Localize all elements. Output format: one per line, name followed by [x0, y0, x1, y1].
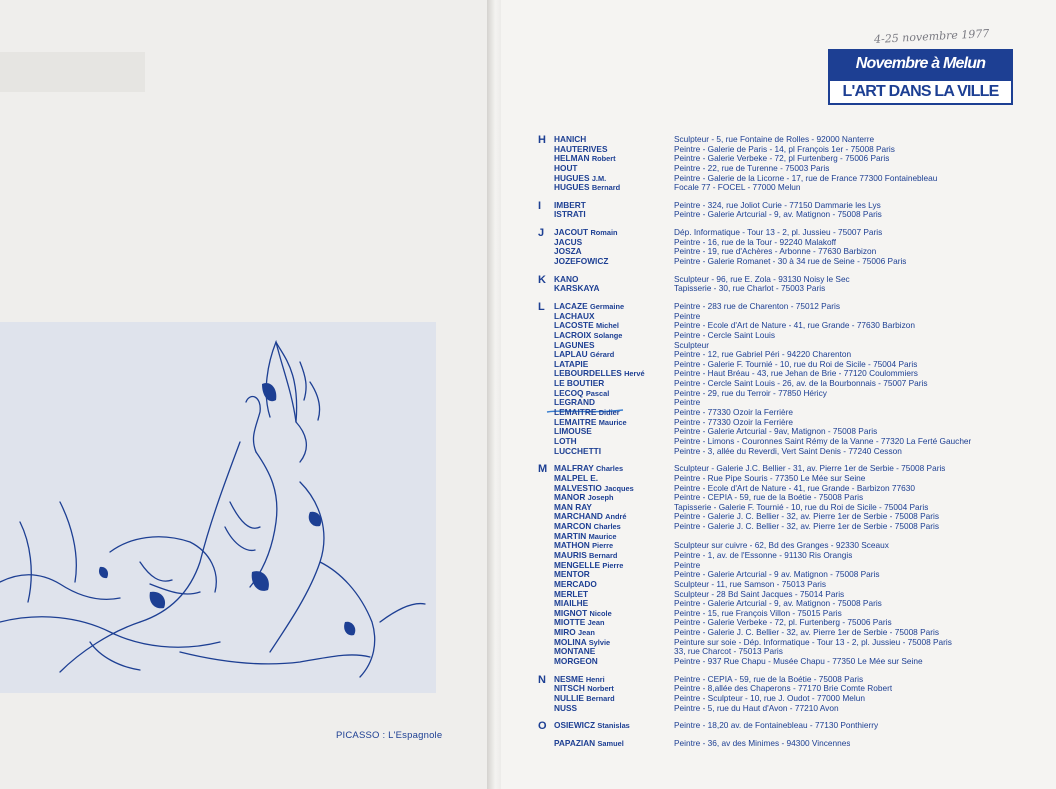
- artist-address: Peintre - Galerie Artcurial - 9av, Matignon - 75008 Paris: [674, 427, 878, 437]
- artist-address: Tapisserie - 30, rue Charlot - 75003 Paris: [674, 284, 826, 294]
- artist-address: Peintre - 19, rue d'Achères - Arbonne - 77630 Barbizon: [674, 247, 877, 257]
- artist-given-name: Maurice: [588, 531, 617, 541]
- artist-entry: [538, 657, 1043, 667]
- artist-entry: [538, 561, 1043, 571]
- directory-section: [538, 302, 1043, 456]
- directory-section: [538, 135, 1043, 193]
- artist-given-name: Hervé: [624, 369, 645, 379]
- artist-given-name: J.M.: [591, 173, 607, 183]
- artist-surname: KARSKAYA: [554, 283, 600, 294]
- artist-name: [538, 447, 674, 457]
- artist-given-name: Jean: [577, 628, 595, 638]
- artist-address: Peintre - 12, rue Gabriel Péri - 94220 Charenton: [674, 350, 852, 360]
- artist-surname: OSIEWICZ: [554, 720, 596, 731]
- artist-entry: [538, 284, 1043, 294]
- logo-line-1: Novembre à Melun: [828, 49, 1013, 79]
- artist-given-name: Solange: [593, 330, 623, 340]
- artist-address: Peintre - Limons - Couronnes Saint Rémy de la Vanne - 77320 La Ferté Gaucher: [674, 436, 972, 446]
- section-letter: N: [538, 673, 546, 686]
- artist-address: Peintre - Rue Pipe Souris - 77350 Le Mée sur Seine: [674, 473, 866, 483]
- artist-given-name: Michel: [595, 321, 619, 331]
- page-fold: [487, 0, 501, 789]
- artist-address: Peintre - Galerie J. C. Bellier - 32, av. Pierre 1er de Serbie - 75008 Paris: [674, 512, 940, 522]
- artist-entry: [538, 437, 1043, 447]
- artist-entry: [538, 464, 1043, 474]
- artist-address: Peintre - CEPIA - 59, rue de la Boétie - 75008 Paris: [674, 493, 864, 503]
- artist-given-name: Bernard: [586, 693, 615, 703]
- artist-address: Sculpteur - Galerie J.C. Bellier - 31, av. Pierre 1er de Serbie - 75008 Paris: [674, 464, 946, 474]
- artist-surname: LACHAUX: [554, 310, 595, 321]
- illustration-caption: PICASSO : L'Espagnole: [336, 730, 443, 741]
- artist-surname: LIMOUSE: [554, 426, 592, 437]
- section-letter: I: [538, 199, 542, 212]
- artist-entry: [538, 174, 1043, 184]
- artist-address: Peintre - 18,20 av. de Fontainebleau - 77130 Ponthierry: [674, 721, 879, 731]
- artist-entry: [538, 379, 1043, 389]
- artist-address: Peintre - 937 Rue Chapu - Musée Chapu - 77350 Le Mée sur Seine: [674, 657, 923, 667]
- artist-given-name: Bernard: [591, 183, 621, 193]
- artist-name: [538, 257, 674, 267]
- artist-address: Sculpteur - 96, rue E. Zola - 93130 Noisy le Sec: [674, 274, 850, 284]
- artist-directory: [538, 135, 1043, 757]
- artist-surname: MALFRAY: [554, 463, 594, 474]
- handwritten-date: 4-25 novembre 1977: [873, 26, 990, 47]
- artist-surname: LAGUNES: [554, 339, 595, 350]
- artist-entry: [538, 484, 1043, 494]
- artist-surname: MENTOR: [554, 569, 590, 580]
- artist-entry: [538, 154, 1043, 164]
- section-letter: O: [538, 720, 547, 733]
- artist-surname: MARTIN: [554, 530, 587, 541]
- artist-address: Peintre - 77330 Ozoir la Ferrière: [674, 408, 793, 418]
- artist-given-name: Romain: [590, 228, 618, 238]
- artist-given-name: Pierre: [592, 541, 614, 551]
- artist-entry: [538, 164, 1043, 174]
- artist-surname: IMBERT: [554, 199, 586, 210]
- artist-surname: LACOSTE: [554, 320, 594, 331]
- artist-address: Sculpteur: [674, 340, 710, 350]
- directory-section: [538, 464, 1043, 666]
- artist-given-name: Didier: [598, 408, 620, 418]
- artist-surname: MENGELLE: [554, 559, 601, 570]
- artist-address: Peintre - Galerie Romanet - 30 à 34 rue de Seine - 75006 Paris: [674, 257, 907, 267]
- artist-entry: [538, 238, 1043, 248]
- artist-entry: [538, 675, 1043, 685]
- artist-entry: [538, 418, 1043, 428]
- artist-address: Peintre - Sculpteur - 10, rue J. Oudot - 77000 Melun: [674, 693, 865, 703]
- artist-surname: HANICH: [554, 134, 587, 144]
- artist-entry: [538, 331, 1043, 341]
- artist-address: Peintre: [674, 560, 701, 570]
- artist-entry: [538, 541, 1043, 551]
- artist-address: Peintre - 3, allée du Reverdi, Vert Saint Denis - 77240 Cesson: [674, 446, 902, 456]
- artist-surname: NITSCH: [554, 683, 585, 694]
- artist-entry: [538, 321, 1043, 331]
- artist-surname: MAN RAY: [554, 501, 592, 512]
- artist-surname: MIOTTE: [554, 617, 586, 628]
- artist-address: Peintre: [674, 398, 701, 408]
- artist-surname: HOUT: [554, 162, 578, 173]
- artist-surname: LE BOUTIER: [554, 378, 605, 389]
- artist-entry: [538, 350, 1043, 360]
- artist-surname: MORGEON: [554, 656, 598, 667]
- artist-surname: JACUS: [554, 236, 583, 247]
- artist-address: Sculpteur - 5, rue Fontaine de Rolles - 92000 Nanterre: [674, 135, 875, 144]
- event-logo: [828, 49, 1013, 107]
- artist-entry: [538, 609, 1043, 619]
- artist-given-name: Charles: [593, 522, 621, 532]
- artist-name: [538, 210, 674, 220]
- artist-address: Peintre - Ecole d'Art de Nature - 41, rue Grande - Barbizon 77630: [674, 483, 915, 493]
- artist-address: Peintre - Galerie Artcurial - 9, av. Matignon - 75008 Paris: [674, 210, 882, 220]
- artist-entry: [538, 447, 1043, 457]
- artist-entry: [538, 369, 1043, 379]
- artist-entry: [538, 647, 1043, 657]
- artist-given-name: Samuel: [597, 738, 624, 748]
- artist-surname: MALVESTIO: [554, 482, 602, 493]
- artist-address: Peintre - Cercle Saint Louis - 26, av. de la Bourbonnais - 75007 Paris: [674, 379, 928, 389]
- artist-address: Peintre - Galerie Verbeke - 72, pl. Furtenberg - 75006 Paris: [674, 618, 892, 628]
- artist-surname: MALPEL E.: [554, 472, 599, 483]
- artist-given-name: Charles: [595, 464, 624, 474]
- artist-surname: HUGUES: [554, 172, 590, 183]
- artist-surname: JACOUT: [554, 227, 589, 238]
- artist-given-name: Joseph: [587, 493, 614, 503]
- directory-section: [538, 201, 1043, 220]
- artist-address: Tapisserie - Galerie F. Tournié - 10, rue du Roi de Sicile - 75004 Paris: [674, 502, 929, 512]
- artist-address: Peintre - 324, rue Joliot Curie - 77150 Dammarie les Lys: [674, 200, 881, 210]
- artist-surname: JOSZA: [554, 246, 582, 257]
- artist-entry: [538, 389, 1043, 399]
- artist-surname: MARCON: [554, 521, 592, 532]
- artist-address: 33, rue Charcot - 75013 Paris: [674, 647, 783, 657]
- artist-entry: [538, 398, 1043, 408]
- artist-surname: ISTRATI: [554, 209, 586, 220]
- artist-surname: LOTH: [554, 435, 577, 446]
- artist-given-name: Maurice: [598, 417, 627, 427]
- directory-section: [538, 675, 1043, 714]
- artist-surname: MONTANE: [554, 646, 596, 657]
- artist-surname: HUGUES: [554, 182, 590, 193]
- artist-address: Peintre - 1, av. de l'Essonne - 91130 Ris Orangis: [674, 550, 853, 560]
- artist-entry: [538, 341, 1043, 351]
- section-letter: H: [538, 134, 546, 146]
- artist-entry: [538, 474, 1043, 484]
- artist-name: [538, 183, 674, 193]
- artist-address: Peinture sur soie - Dép. Informatique - Tour 13 - 2, pl. Jussieu - 75008 Paris: [674, 637, 952, 647]
- directory-section: [538, 228, 1043, 267]
- artist-surname: KANO: [554, 273, 579, 284]
- artist-name: [538, 704, 674, 714]
- artist-entry: [538, 628, 1043, 638]
- artist-address: Peintre: [674, 311, 701, 321]
- artist-entry: [538, 408, 1043, 418]
- artist-address: Peintre - 29, rue du Terroir - 77850 Héricy: [674, 388, 827, 398]
- artist-address: Peintre - Haut Bréau - 43, rue Jehan de Brie - 77120 Coulommiers: [674, 369, 918, 379]
- artist-name: [538, 721, 674, 731]
- artist-address: Focale 77 - FOCEL - 77000 Melun: [674, 183, 801, 193]
- artist-entry: [538, 638, 1043, 648]
- artist-surname: LATAPIE: [554, 358, 589, 369]
- artist-surname: HAUTERIVES: [554, 143, 608, 154]
- artist-address: Peintre - 5, rue du Haut d'Avon - 77210 Avon: [674, 703, 839, 713]
- artist-address: Peintre - Galerie Artcurial - 9 av. Matignon - 75008 Paris: [674, 570, 880, 580]
- artist-entry: [538, 532, 1043, 542]
- artist-address: Peintre - Galerie J. C. Bellier - 32, av. Pierre 1er de Serbie - 75008 Paris: [674, 522, 940, 532]
- artist-address: Peintre - 15, rue François Villon - 75015 Paris: [674, 608, 842, 618]
- artist-surname: MERLET: [554, 588, 589, 599]
- artist-surname: MOLINA: [554, 636, 587, 647]
- artist-name: [538, 284, 674, 294]
- artist-given-name: Jacques: [604, 483, 634, 493]
- artist-entry: [538, 228, 1043, 238]
- artist-given-name: Jean: [587, 618, 605, 628]
- artist-entry: [538, 590, 1043, 600]
- artist-entry: [538, 247, 1043, 257]
- artist-surname: MIRO: [554, 627, 576, 638]
- artist-address: Peintre - 283 rue de Charenton - 75012 Paris: [674, 301, 841, 311]
- artist-address: Peintre - Ecole d'Art de Nature - 41, rue Grande - 77630 Barbizon: [674, 321, 915, 331]
- artist-surname: LUCCHETTI: [554, 445, 602, 456]
- artist-entry: [538, 551, 1043, 561]
- artist-entry: [538, 522, 1043, 532]
- directory-section: [538, 739, 1043, 749]
- artist-entry: [538, 210, 1043, 220]
- artist-entry: [538, 183, 1043, 193]
- artist-surname: PAPAZIAN: [554, 737, 596, 748]
- artist-entry: [538, 684, 1043, 694]
- artist-entry: [538, 427, 1043, 437]
- logo-line-2: L'ART DANS LA VILLE: [828, 79, 1013, 105]
- artist-entry: [538, 512, 1043, 522]
- artist-surname: MATHON: [554, 540, 590, 551]
- left-page: [0, 0, 487, 789]
- artist-surname: LEMAITRE: [554, 416, 597, 427]
- artist-given-name: Bernard: [589, 550, 618, 560]
- drawing-svg: [0, 322, 436, 693]
- artist-surname: MIGNOT: [554, 607, 588, 618]
- artist-surname: LEBOURDELLES: [554, 368, 622, 379]
- artist-surname: MANOR: [554, 492, 586, 503]
- artist-given-name: Pascal: [585, 388, 610, 398]
- artist-given-name: Norbert: [587, 684, 614, 694]
- artist-entry: [538, 618, 1043, 628]
- directory-section: [538, 275, 1043, 294]
- artist-entry: [538, 493, 1043, 503]
- artist-given-name: Stanislas: [597, 721, 630, 731]
- artist-address: Peintre - Galerie de la Licorne - 17, rue de France 77300 Fontainebleau: [674, 173, 938, 183]
- artist-surname: MAURIS: [554, 549, 587, 560]
- artist-given-name: Gérard: [589, 350, 615, 360]
- artist-address: Peintre - Galerie J. C. Bellier - 32, av. Pierre 1er de Serbie - 75008 Paris: [674, 628, 940, 638]
- artist-given-name: Henri: [585, 674, 605, 684]
- picasso-illustration: [0, 322, 436, 693]
- artist-entry: [538, 739, 1043, 749]
- section-letter: J: [538, 227, 545, 240]
- artist-entry: [538, 704, 1043, 714]
- artist-surname: JOZEFOWICZ: [554, 256, 609, 267]
- section-letter: L: [538, 300, 545, 313]
- artist-address: Peintre - Cercle Saint Louis: [674, 330, 775, 340]
- artist-entry: [538, 135, 1043, 145]
- artist-entry: [538, 694, 1043, 704]
- artist-entry: [538, 201, 1043, 211]
- artist-given-name: Pierre: [602, 560, 624, 570]
- artist-entry: [538, 570, 1043, 580]
- artist-address: Peintre - Galerie F. Tournié - 10, rue du Roi de Sicile - 75004 Paris: [674, 359, 918, 369]
- artist-address: Peintre - Galerie de Paris - 14, pl François 1er - 75008 Paris: [674, 144, 895, 154]
- artist-given-name: Sylvie: [588, 637, 611, 647]
- section-letter: M: [538, 463, 548, 476]
- artist-given-name: Germaine: [589, 301, 625, 311]
- artist-address: Sculpteur - 11, rue Samson - 75013 Paris: [674, 579, 827, 589]
- artist-surname: LECOQ: [554, 387, 584, 398]
- artist-address: Peintre - CEPIA - 59, rue de la Boétie - 75008 Paris: [674, 674, 864, 684]
- artist-name: [538, 657, 674, 667]
- artist-surname: LEMAITRE: [554, 407, 597, 418]
- artist-surname: NULLIE: [554, 692, 584, 703]
- artist-surname: MIAILHE: [554, 598, 589, 609]
- artist-address: Dép. Informatique - Tour 13 - 2, pl. Jussieu - 75007 Paris: [674, 228, 883, 238]
- artist-address: Peintre - Galerie Artcurial - 9, av. Matignon - 75008 Paris: [674, 599, 882, 609]
- artist-surname: LACAZE: [554, 300, 588, 311]
- artist-address: Peintre - 16, rue de la Tour - 92240 Malakoff: [674, 237, 837, 247]
- artist-surname: NUSS: [554, 702, 578, 713]
- artist-address: Peintre - 77330 Ozoir la Ferrière: [674, 417, 793, 427]
- artist-address: Peintre - 8,allée des Chaperons - 77170 Brie Comte Robert: [674, 684, 893, 694]
- directory-section: [538, 721, 1043, 731]
- artist-surname: LAPLAU: [554, 349, 588, 360]
- artist-surname: LEGRAND: [554, 397, 596, 408]
- artist-given-name: Robert: [591, 154, 616, 164]
- artist-surname: HELMAN: [554, 153, 590, 164]
- artist-entry: [538, 302, 1043, 312]
- artist-address: Peintre - 36, av des Minimes - 94300 Vincennes: [674, 738, 851, 748]
- artist-given-name: Nicole: [589, 608, 612, 618]
- artist-entry: [538, 599, 1043, 609]
- artist-entry: [538, 721, 1043, 731]
- artist-address: Sculpteur sur cuivre - 62, Bd des Granges - 92330 Sceaux: [674, 541, 889, 551]
- artist-given-name: André: [605, 512, 627, 522]
- artist-entry: [538, 257, 1043, 267]
- artist-address: Peintre - Galerie Verbeke - 72, pl Furtenberg - 75006 Paris: [674, 154, 890, 164]
- artist-entry: [538, 145, 1043, 155]
- artist-entry: [538, 580, 1043, 590]
- artist-surname: MARCHAND: [554, 511, 603, 522]
- artist-surname: NESME: [554, 673, 584, 684]
- artist-entry: [538, 312, 1043, 322]
- artist-surname: LACROIX: [554, 329, 592, 340]
- artist-address: Peintre - 22, rue de Turenne - 75003 Paris: [674, 163, 830, 173]
- artist-entry: [538, 275, 1043, 285]
- artist-address: Sculpteur - 28 Bd Saint Jacques - 75014 Paris: [674, 589, 845, 599]
- artist-entry: [538, 503, 1043, 513]
- artist-surname: MERCADO: [554, 578, 597, 589]
- section-letter: K: [538, 273, 546, 286]
- artist-name: [538, 739, 674, 749]
- faint-block: [0, 52, 145, 92]
